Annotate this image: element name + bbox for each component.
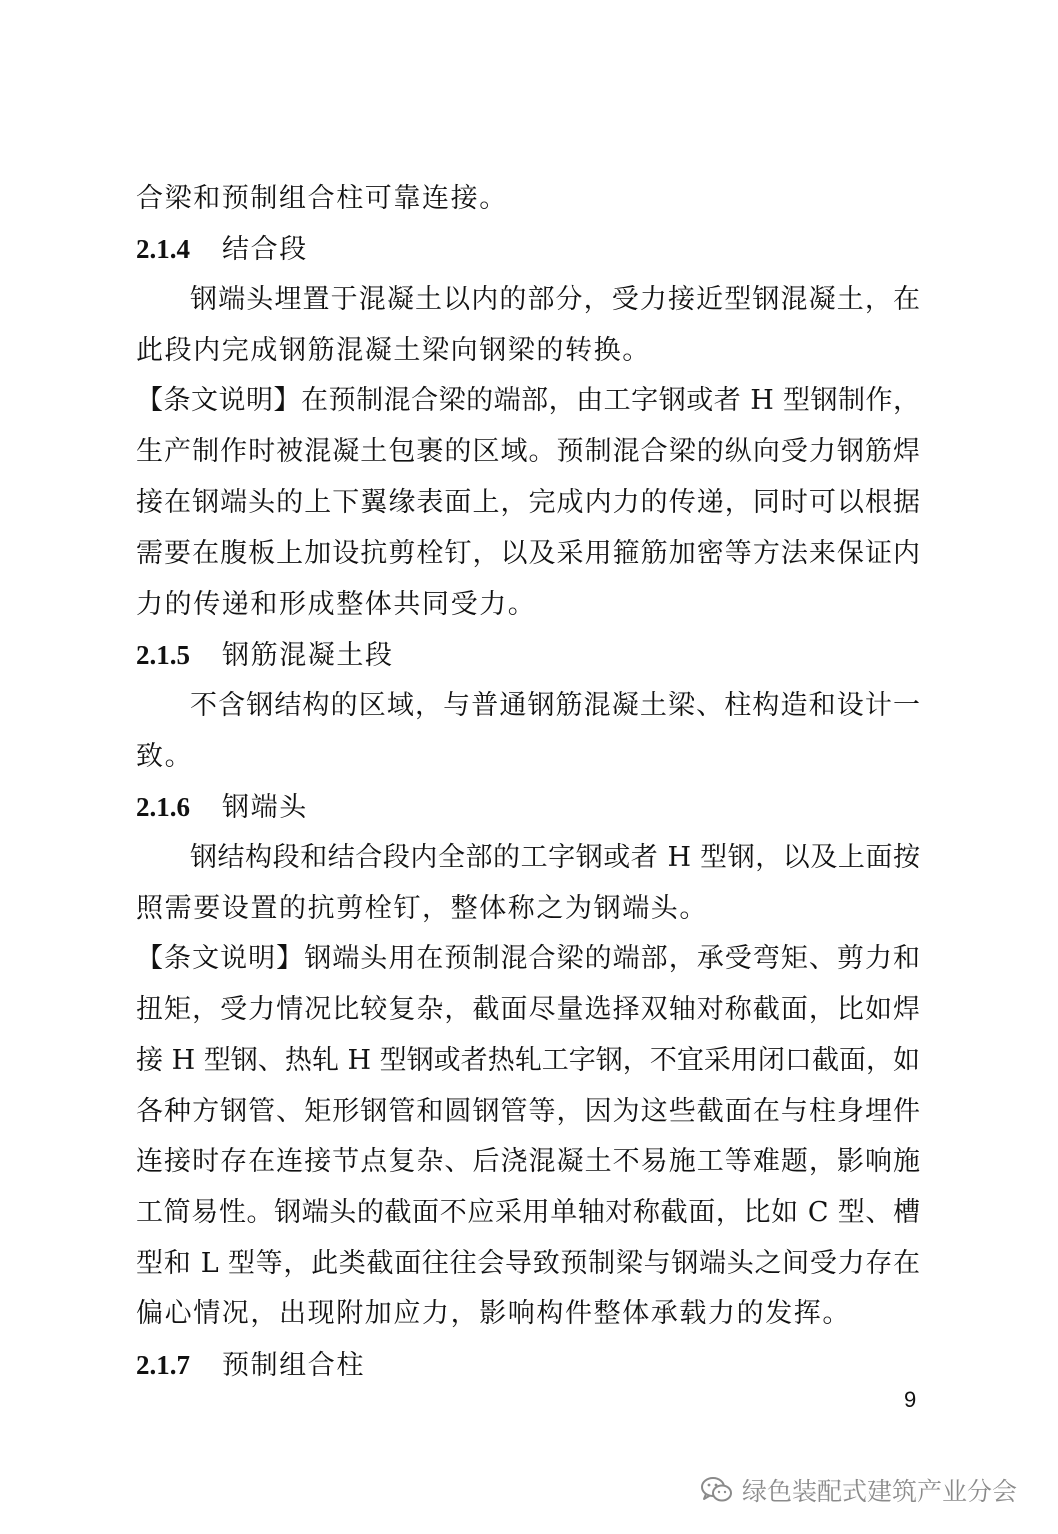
section-number: 2.1.7 xyxy=(136,1350,190,1380)
paragraph-line: 连接时存在连接节点复杂、后浇混凝土不易施工等难题，影响施 xyxy=(136,1146,920,1177)
paragraph-line: 钢结构段和结合段内全部的工字钢或者 H 型钢，以及上面按 xyxy=(190,842,920,873)
section-title: 结合段 xyxy=(222,234,308,265)
paragraph-line: 各种方钢管、矩形钢管和圆钢管等，因为这些截面在与柱身埋件 xyxy=(136,1096,920,1127)
paragraph-line: 接在钢端头的上下翼缘表面上，完成内力的传递，同时可以根据 xyxy=(136,487,920,518)
watermark xyxy=(700,1470,1017,1510)
paragraph-line: 致。 xyxy=(136,741,194,772)
paragraph-line: 合梁和预制组合柱可靠连接。 xyxy=(136,183,508,214)
page-number: 9 xyxy=(904,1387,917,1412)
paragraph-line: 力的传递和形成整体共同受力。 xyxy=(136,589,537,620)
paragraph-line: 【条文说明】钢端头用在预制混合梁的端部，承受弯矩、剪力和 xyxy=(136,943,920,974)
paragraph-line: 此段内完成钢筋混凝土梁向钢梁的转换。 xyxy=(136,335,651,366)
paragraph-line: 型和 L 型等，此类截面往往会导致预制梁与钢端头之间受力存在 xyxy=(136,1248,920,1279)
section-number: 2.1.6 xyxy=(136,792,190,822)
paragraph-line: 不含钢结构的区域，与普通钢筋混凝土梁、柱构造和设计一 xyxy=(190,690,920,721)
paragraph-line: 需要在腹板上加设抗剪栓钉，以及采用箍筋加密等方法来保证内 xyxy=(136,538,920,569)
paragraph-line: 钢端头埋置于混凝土以内的部分，受力接近型钢混凝土，在 xyxy=(190,284,920,315)
paragraph-line: 【条文说明】在预制混合梁的端部，由工字钢或者 H 型钢制作， xyxy=(136,385,920,416)
section-title: 预制组合柱 xyxy=(222,1350,365,1381)
paragraph-line: 生产制作时被混凝土包裹的区域。预制混合梁的纵向受力钢筋焊 xyxy=(136,436,920,467)
paragraph-line: 照需要设置的抗剪栓钉，整体称之为钢端头。 xyxy=(136,893,708,924)
section-heading-2-1-7 xyxy=(136,1348,365,1383)
paragraph-line: 偏心情况，出现附加应力，影响构件整体承载力的发挥。 xyxy=(136,1298,851,1329)
section-title: 钢筋混凝土段 xyxy=(222,640,394,671)
wechat-icon xyxy=(700,1475,734,1505)
section-heading-2-1-6 xyxy=(136,790,308,825)
section-title: 钢端头 xyxy=(222,792,308,823)
watermark-text: 绿色装配式建筑产业分会 xyxy=(742,1477,1018,1506)
paragraph-line: 接 H 型钢、热轧 H 型钢或者热轧工字钢，不宜采用闭口截面，如 xyxy=(136,1045,920,1076)
paragraph-line: 工简易性。钢端头的截面不应采用单轴对称截面，比如 C 型、槽 xyxy=(136,1197,920,1228)
section-number: 2.1.4 xyxy=(136,234,190,264)
section-number: 2.1.5 xyxy=(136,640,190,670)
section-heading-2-1-4 xyxy=(136,232,308,267)
section-heading-2-1-5 xyxy=(136,638,394,673)
paragraph-line: 扭矩，受力情况比较复杂，截面尽量选择双轴对称截面，比如焊 xyxy=(136,994,920,1025)
